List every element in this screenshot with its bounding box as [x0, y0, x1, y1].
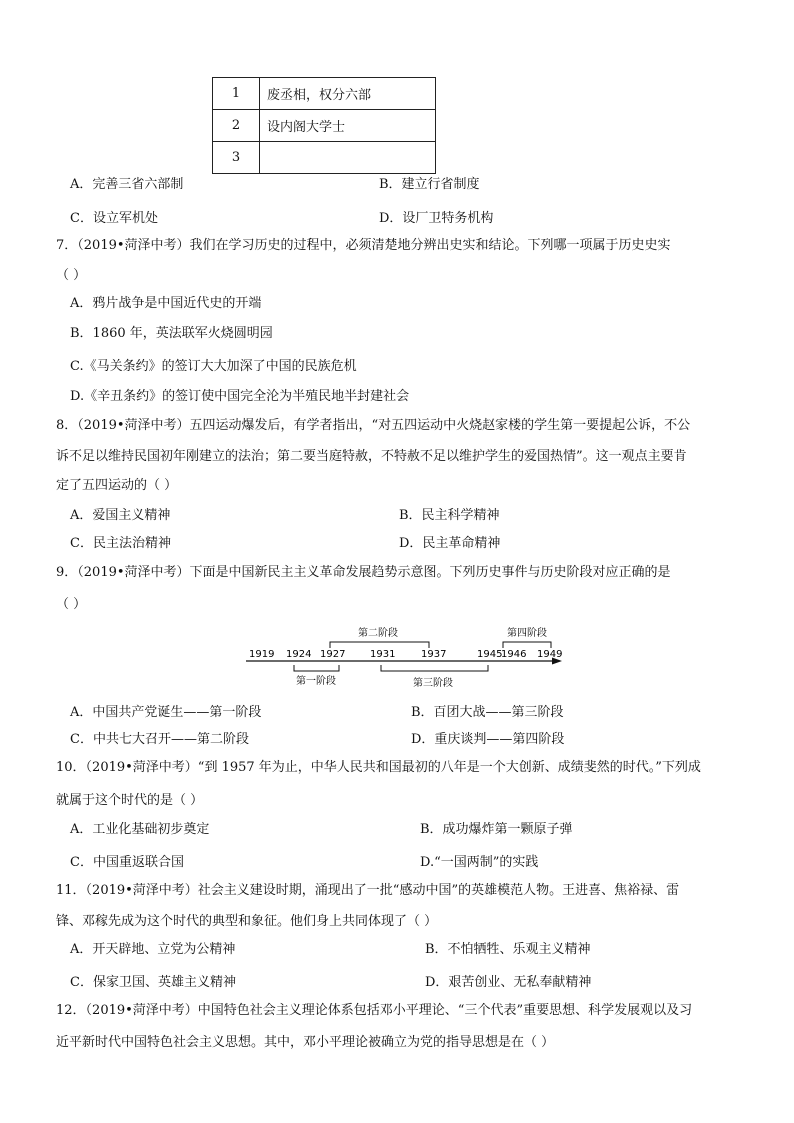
q11-stem-line2: 锋、邓稼先成为这个时代的典型和象征。他们身上共同体现了（ ）	[56, 914, 438, 929]
table-cell-text	[260, 142, 436, 174]
year-label: 1919	[249, 649, 275, 660]
q6-option-d: D．设厂卫特务机构	[379, 211, 494, 226]
q8-option-a: A．爱国主义精神	[70, 508, 171, 523]
q8-stem-line3: 定了五四运动的（ ）	[56, 478, 178, 493]
stage1-label: 第一阶段	[296, 676, 336, 687]
q11-option-d: D．艰苦创业、无私奉献精神	[425, 975, 592, 990]
table-cell-num: 3	[213, 142, 260, 174]
q7-option-a: A．鸦片战争是中国近代史的开端	[70, 296, 262, 311]
q11-option-c: C．保家卫国、英雄主义精神	[70, 975, 236, 990]
q12-stem-line1: 12．（2019•菏泽中考）中国特色社会主义理论体系包括邓小平理论、“三个代表”重要思想、科学发展观以及习	[56, 1003, 693, 1018]
q6-option-b: B．建立行省制度	[379, 177, 480, 192]
stage1-bracket	[294, 665, 339, 671]
table-row	[213, 110, 436, 142]
q6-option-a: A．完善三省六部制	[70, 177, 184, 192]
revolution-timeline-diagram	[240, 618, 570, 694]
q8-option-d: D．民主革命精神	[399, 536, 501, 551]
q12-stem-line2: 近平新时代中国特色社会主义思想。其中，邓小平理论被确立为党的指导思想是在（ ）	[56, 1035, 555, 1050]
q8-option-c: C．民主法治精神	[70, 536, 171, 551]
q11-stem-line1: 11．（2019•菏泽中考）社会主义建设时期，涌现出了一批“感动中国”的英雄模范人物。王进喜、焦裕禄、雷	[56, 883, 680, 898]
q9-option-a: A．中国共产党诞生——第一阶段	[70, 705, 262, 720]
year-label: 1949	[537, 649, 563, 660]
table-cell-num: 1	[213, 78, 260, 110]
q11-option-b: B．不怕牺牲、乐观主义精神	[425, 942, 591, 957]
stage3-label: 第三阶段	[413, 678, 453, 689]
q9-option-d: D．重庆谈判——第四阶段	[411, 732, 565, 747]
year-label: 1931	[370, 649, 396, 660]
stage2-label: 第二阶段	[358, 628, 398, 639]
q9-option-b: B．百团大战——第三阶段	[411, 705, 564, 720]
q10-option-d: D.“一国两制”的实践	[420, 855, 539, 870]
year-label: 1924	[286, 649, 312, 660]
table-cell-text: 废丞相，权分六部	[260, 78, 436, 110]
table-row	[213, 142, 436, 174]
q9-stem-line1: 9．（2019•菏泽中考）下面是中国新民主主义革命发展趋势示意图。下列历史事件与历史阶段对应正确的是	[56, 565, 671, 580]
table-row	[213, 78, 436, 110]
q10-option-b: B．成功爆炸第一颗原子弹	[420, 822, 573, 837]
q9-stem-line2: （ ）	[56, 597, 87, 612]
q7-option-c: C.《马关条约》的签订大大加深了中国的民族危机	[70, 359, 357, 374]
year-label: 1945	[477, 649, 503, 660]
stage4-bracket	[503, 642, 551, 648]
q10-option-a: A．工业化基础初步奠定	[70, 822, 210, 837]
q11-option-a: A．开天辟地、立党为公精神	[70, 942, 236, 957]
q9-option-c: C．中共七大召开——第二阶段	[70, 732, 249, 747]
stage4-label: 第四阶段	[507, 628, 547, 639]
q10-option-c: C．中国重返联合国	[70, 855, 184, 870]
table-cell-text: 设内阁大学士	[260, 110, 436, 142]
q7-option-b: B．1860 年，英法联军火烧圆明园	[70, 326, 273, 341]
stage2-bracket	[330, 642, 429, 648]
year-label: 1946	[501, 649, 527, 660]
q8-option-b: B．民主科学精神	[399, 508, 500, 523]
q8-stem-line2: 诉不足以维持民国初年刚建立的法治；第二要当庭特赦，不特赦不足以维护学生的爱国热情”。这一观点主要肯	[56, 449, 687, 464]
q8-stem-line1: 8．（2019•菏泽中考）五四运动爆发后，有学者指出，“对五四运动中火烧赵家楼的学生第一要提起公诉，不公	[56, 418, 691, 433]
year-label: 1937	[421, 649, 447, 660]
q7-stem-line2: （ ）	[56, 268, 87, 283]
reform-table	[212, 77, 436, 174]
q10-stem-line1: 10．（2019•菏泽中考）“到 1957 年为止，中华人民共和国最初的八年是一个大创新、成绩斐然的时代。”下列成	[56, 760, 701, 775]
table-cell-num: 2	[213, 110, 260, 142]
stage3-bracket	[381, 665, 488, 671]
q7-option-d: D.《辛丑条约》的签订使中国完全沦为半殖民地半封建社会	[70, 389, 410, 404]
q7-stem-line1: 7．（2019•菏泽中考）我们在学习历史的过程中，必须清楚地分辨出史实和结论。下列哪一项属于历史史实	[56, 238, 671, 253]
year-label: 1927	[320, 649, 346, 660]
q6-option-c: C．设立军机处	[70, 211, 158, 226]
q10-stem-line2: 就属于这个时代的是（ ）	[56, 793, 204, 808]
